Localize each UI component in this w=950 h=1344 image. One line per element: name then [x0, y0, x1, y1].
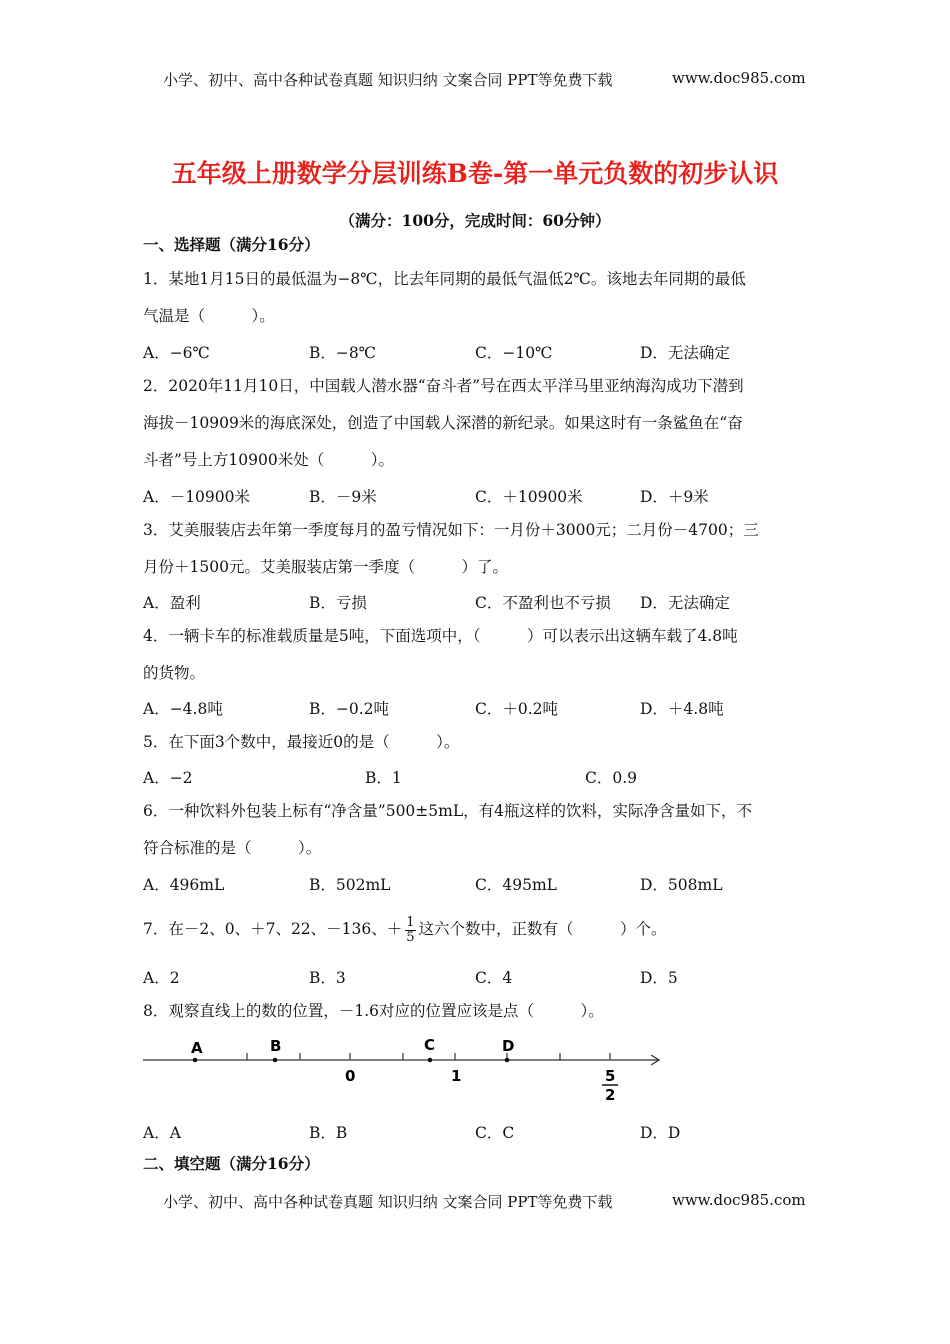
q6-option-b: B．502mL	[309, 876, 391, 894]
q7-option-d: D．5	[640, 969, 678, 987]
q5-option-b: B．1	[365, 769, 402, 787]
q1-option-a: A．−6℃	[143, 344, 210, 362]
q8-option-a: A．A	[143, 1124, 181, 1142]
q3-option-a: A．盈利	[143, 594, 201, 612]
fraction-denominator: 5	[406, 929, 415, 945]
q8-option-d: D．D	[640, 1124, 681, 1142]
label-fraction-denominator: 2	[605, 1086, 616, 1104]
q7-option-a: A．2	[143, 969, 180, 987]
q6-line2: 符合标准的是（ ）。	[143, 839, 322, 857]
label-one: 1	[451, 1067, 462, 1085]
label-a: A	[191, 1039, 203, 1057]
q8-line1: 8．观察直线上的数的位置，－1.6对应的位置应该是点（ ）。	[143, 1002, 604, 1020]
footer-url[interactable]: www.doc985.com	[672, 1191, 806, 1209]
label-fraction-numerator: 5	[605, 1067, 616, 1085]
header-text: 小学、初中、高中各种试卷真题 知识归纳 文案合同 PPT等免费下载	[163, 71, 613, 89]
q2-line1: 2．2020年11月10日，中国载人潜水器“奋斗者”号在西太平洋马里亚纳海沟成功下潜到	[143, 377, 744, 395]
q1-option-b: B．−8℃	[309, 344, 377, 362]
section-heading-2: 二、填空题（满分16分）	[143, 1154, 320, 1173]
q8-option-b: B．B	[309, 1124, 348, 1142]
q3-line2: 月份＋1500元。艾美服装店第一季度（ ）了。	[143, 558, 508, 576]
q2-line3: 斗者”号上方10900米处（ ）。	[143, 451, 394, 469]
q6-option-c: C．495mL	[475, 876, 557, 894]
header-url[interactable]: www.doc985.com	[672, 69, 806, 87]
q2-option-c: C．＋10900米	[475, 488, 583, 506]
q1-line2: 气温是（ ）。	[143, 307, 275, 325]
q7-option-b: B．3	[309, 969, 346, 987]
number-line-figure	[0, 1030, 700, 1110]
q5-line1: 5．在下面3个数中，最接近0的是（ ）。	[143, 733, 460, 751]
q8-option-c: C．C	[475, 1124, 515, 1142]
q5-option-a: A．−2	[143, 769, 193, 787]
q6-option-a: A．496mL	[143, 876, 225, 894]
footer-text: 小学、初中、高中各种试卷真题 知识归纳 文案合同 PPT等免费下载	[163, 1193, 613, 1211]
q4-line2: 的货物。	[143, 664, 206, 682]
q1-option-d: D．无法确定	[640, 344, 730, 362]
fraction-one-fifth	[405, 916, 415, 945]
q2-option-a: A．－10900米	[143, 488, 251, 506]
point-a	[193, 1058, 198, 1063]
q7-option-c: C．4	[475, 969, 513, 987]
fraction-numerator: 1	[406, 914, 415, 930]
q5-option-c: C．0.9	[585, 769, 638, 787]
q7-line1	[143, 906, 667, 952]
q4-option-b: B．−0.2吨	[309, 700, 390, 718]
q1-option-c: C．−10℃	[475, 344, 553, 362]
q1-line1: 1．某地1月15日的最低温为−8℃，比去年同期的最低气温低2℃。该地去年同期的最低	[143, 270, 746, 288]
page-title: 五年级上册数学分层训练B卷-第一单元负数的初步认识	[171, 159, 779, 188]
q4-option-c: C．＋0.2吨	[475, 700, 559, 718]
point-c	[428, 1058, 433, 1063]
q2-option-b: B．－9米	[309, 488, 377, 506]
q3-option-b: B．亏损	[309, 594, 367, 612]
q6-option-d: D．508mL	[640, 876, 723, 894]
point-b	[273, 1058, 278, 1063]
q3-option-d: D．无法确定	[640, 594, 730, 612]
section-heading: 一、选择题（满分16分）	[143, 235, 320, 254]
q2-option-d: D．＋9米	[640, 488, 709, 506]
q6-line1: 6．一种饮料外包装上标有“净含量”500±5mL，有4瓶这样的饮料，实际净含量如下，不	[143, 802, 752, 820]
q7-text-post: 这六个数中，正数有（ ）个。	[418, 920, 667, 938]
label-d: D	[502, 1037, 515, 1055]
q3-line1: 3．艾美服装店去年第一季度每月的盈亏情况如下：一月份＋3000元；二月份－4700；三	[143, 521, 759, 539]
q4-option-a: A．−4.8吨	[143, 700, 223, 718]
label-zero: 0	[345, 1067, 356, 1085]
q2-line2: 海拔－10909米的海底深处，创造了中国载人深潜的新纪录。如果这时有一条鲨鱼在“奋	[143, 414, 743, 432]
q4-line1: 4．一辆卡车的标准载质量是5吨，下面选项中，（ ）可以表示出这辆车载了4.8吨	[143, 627, 738, 645]
q4-option-d: D．＋4.8吨	[640, 700, 724, 718]
label-b: B	[270, 1037, 282, 1055]
q3-option-c: C．不盈利也不亏损	[475, 594, 611, 612]
label-c: C	[424, 1036, 436, 1054]
q7-text-pre: 7．在－2、0、＋7、22、－136、＋	[143, 920, 403, 938]
subtitle: （满分：100分，完成时间：60分钟）	[339, 211, 611, 230]
point-d	[505, 1058, 510, 1063]
